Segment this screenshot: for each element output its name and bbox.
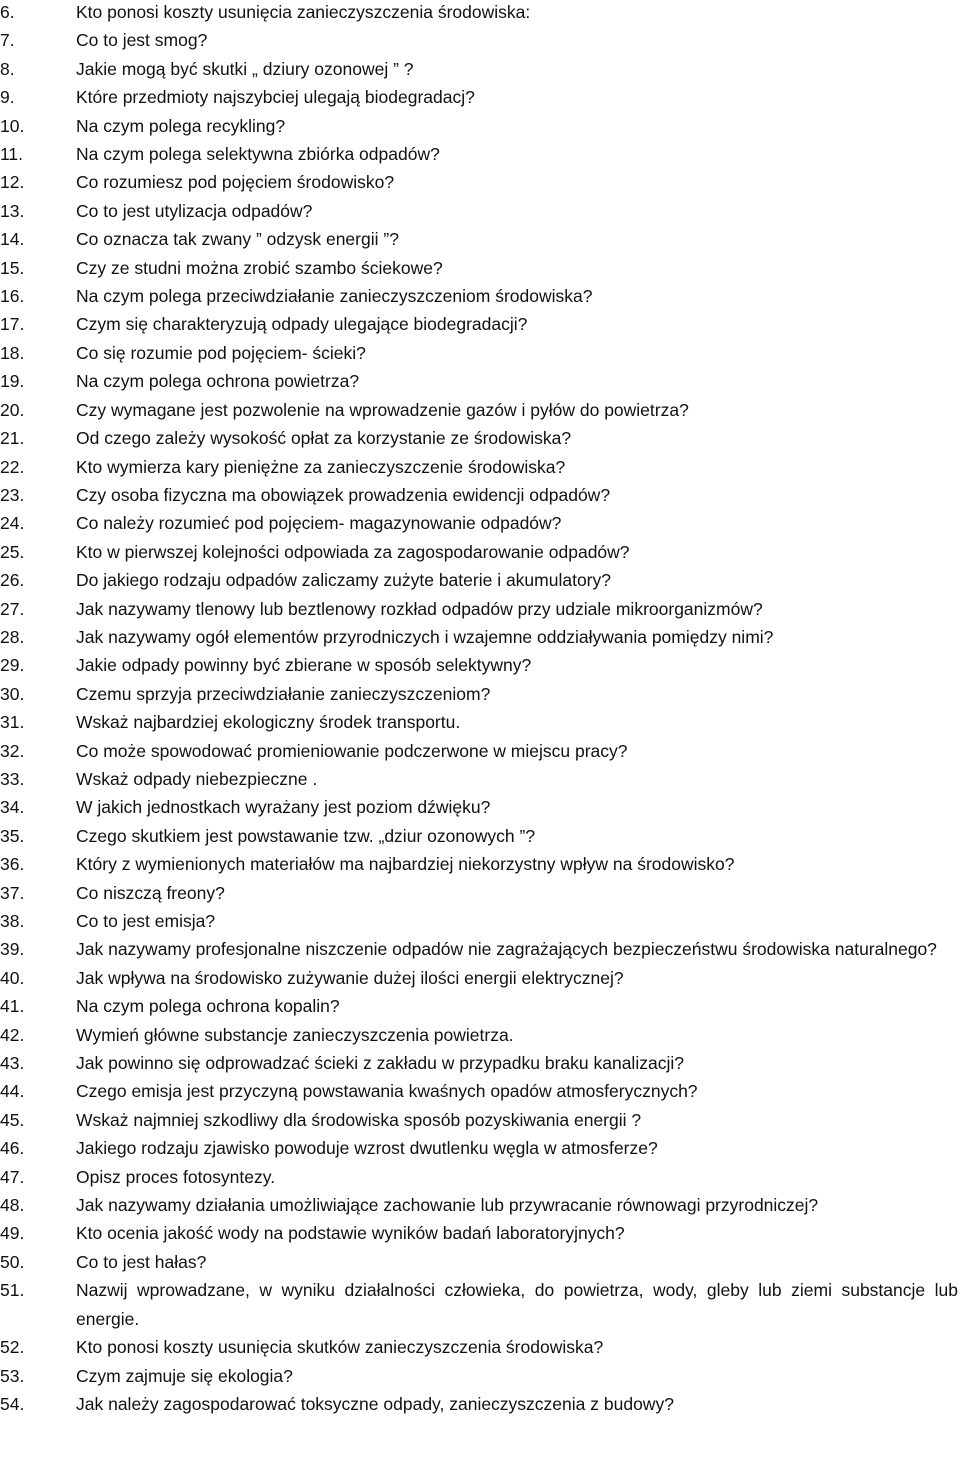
question-item xyxy=(0,1219,960,1247)
question-text: Co się rozumie pod pojęciem- ścieki? xyxy=(76,342,366,363)
question-text: Wskaż najbardziej ekologiczny środek transportu. xyxy=(76,712,461,733)
question-text: Czym się charakteryzują odpady ulegające biodegradacji? xyxy=(76,314,528,335)
question-item xyxy=(0,0,960,26)
question-text: Kto w pierwszej kolejności odpowiada za zagospodarowanie odpadów? xyxy=(76,541,630,562)
question-number: 8. xyxy=(0,58,15,79)
question-text: Wymień główne substancje zanieczyszczenia powietrza. xyxy=(76,1024,514,1045)
question-item xyxy=(0,793,960,821)
question-text: Co może spowodować promieniowanie podczerwone w miejscu pracy? xyxy=(76,740,628,761)
question-item xyxy=(0,509,960,537)
question-number: 42. xyxy=(0,1024,25,1045)
question-item xyxy=(0,1248,960,1276)
question-item xyxy=(0,396,960,424)
question-number: 13. xyxy=(0,200,25,221)
question-text: Jak nazywamy tlenowy lub beztlenowy rozkład odpadów przy udziale mikroorganizmów? xyxy=(76,598,763,619)
question-item xyxy=(0,424,960,452)
question-item xyxy=(0,339,960,367)
question-text: Na czym polega ochrona powietrza? xyxy=(76,371,360,392)
question-text: Czy wymagane jest pozwolenie na wprowadzenie gazów i pyłów do powietrza? xyxy=(76,399,689,420)
question-number: 24. xyxy=(0,513,25,534)
question-text: Co niszczą freony? xyxy=(76,882,225,903)
question-text: Jakiego rodzaju zjawisko powoduje wzrost dwutlenku węgla w atmosferze? xyxy=(76,1138,658,1159)
question-item xyxy=(0,595,960,623)
question-number: 38. xyxy=(0,911,25,931)
question-item xyxy=(0,850,960,878)
question-text: Co rozumiesz pod pojęciem środowisko? xyxy=(76,172,395,193)
question-text: Jak należy zagospodarować toksyczne odpady, zanieczyszczenia z budowy? xyxy=(76,1393,674,1414)
question-text: Opisz proces fotosyntezy. xyxy=(76,1166,276,1187)
question-item xyxy=(0,879,960,907)
question-text: Czy ze studni można zrobić szambo ściekowe? xyxy=(76,257,443,278)
question-number: 35. xyxy=(0,825,25,846)
question-text: Jak powinno się odprowadzać ścieki z zakładu w przypadku braku kanalizacji? xyxy=(76,1053,684,1074)
question-item xyxy=(0,935,960,963)
question-number: 14. xyxy=(0,229,25,250)
question-item xyxy=(0,140,960,168)
question-item xyxy=(0,1362,960,1390)
question-text: Czego skutkiem jest powstawanie tzw. „dziur ozonowych ”? xyxy=(76,825,536,846)
question-number: 51. xyxy=(0,1280,25,1301)
question-item xyxy=(0,225,960,253)
question-number: 29. xyxy=(0,655,25,676)
question-item xyxy=(0,737,960,765)
question-number: 10. xyxy=(0,115,25,136)
question-number: 50. xyxy=(0,1251,25,1272)
question-text: Na czym polega recykling? xyxy=(76,115,286,136)
question-number: 36. xyxy=(0,854,25,875)
question-text: Jakie odpady powinny być zbierane w sposób selektywny? xyxy=(76,655,532,676)
question-number: 43. xyxy=(0,1053,25,1074)
question-number: 30. xyxy=(0,683,25,704)
question-number: 18. xyxy=(0,342,25,363)
question-number: 52. xyxy=(0,1337,25,1358)
question-item xyxy=(0,282,960,310)
question-item xyxy=(0,26,960,54)
question-number: 48. xyxy=(0,1195,25,1216)
question-number: 11. xyxy=(0,144,24,165)
question-text: Co oznacza tak zwany ” odzysk energii ”? xyxy=(76,229,399,250)
question-item xyxy=(0,907,960,935)
question-item xyxy=(0,254,960,282)
question-item xyxy=(0,1390,960,1418)
question-text: Które przedmioty najszybciej ulegają biodegradacj? xyxy=(76,87,475,108)
question-number: 49. xyxy=(0,1223,25,1244)
question-number: 9. xyxy=(0,87,15,108)
question-number: 37. xyxy=(0,882,25,903)
question-number: 16. xyxy=(0,286,25,307)
question-number: 25. xyxy=(0,541,25,562)
question-number: 54. xyxy=(0,1393,25,1414)
question-item xyxy=(0,83,960,111)
question-text: Na czym polega selektywna zbiórka odpadów? xyxy=(76,144,440,165)
question-text: Co to jest smog? xyxy=(76,30,208,51)
question-item xyxy=(0,453,960,481)
question-item xyxy=(0,1333,960,1361)
question-text: Jak nazywamy działania umożliwiające zachowanie lub przywracanie równowagi przyrodniczej? xyxy=(76,1195,819,1216)
question-item xyxy=(0,964,960,992)
question-item xyxy=(0,1077,960,1105)
question-text: Czemu sprzyja przeciwdziałanie zanieczyszczeniom? xyxy=(76,683,491,704)
question-item xyxy=(0,1021,960,1049)
question-text: Czym zajmuje się ekologia? xyxy=(76,1365,293,1386)
question-number: 12. xyxy=(0,172,25,193)
question-text: Co to jest utylizacja odpadów? xyxy=(76,200,313,221)
question-text: W jakich jednostkach wyrażany jest poziom dźwięku? xyxy=(76,797,491,818)
question-number: 44. xyxy=(0,1081,25,1102)
question-item xyxy=(0,765,960,793)
question-number: 33. xyxy=(0,768,25,789)
question-item xyxy=(0,538,960,566)
question-text: Wskaż najmniej szkodliwy dla środowiska sposób pozyskiwania energii ? xyxy=(76,1109,642,1130)
question-item xyxy=(0,481,960,509)
question-number: 6. xyxy=(0,2,15,22)
question-item xyxy=(0,168,960,196)
question-text: Który z wymienionych materiałów ma najbardziej niekorzystny wpływ na środowisko? xyxy=(76,854,735,875)
question-item xyxy=(0,112,960,140)
question-item xyxy=(0,367,960,395)
question-number: 19. xyxy=(0,371,25,392)
question-text: Jak nazywamy ogół elementów przyrodniczych i wzajemne oddziaływania pomiędzy nimi? xyxy=(76,626,774,647)
question-number: 31. xyxy=(0,712,25,733)
question-text: Co należy rozumieć pod pojęciem- magazynowanie odpadów? xyxy=(76,513,562,534)
question-item xyxy=(0,1163,960,1191)
question-text: Kto ocenia jakość wody na podstawie wyników badań laboratoryjnych? xyxy=(76,1223,625,1244)
question-item xyxy=(0,623,960,651)
question-number: 39. xyxy=(0,939,25,960)
question-text: Kto ponosi koszty usunięcia zanieczyszczenia środowiska: xyxy=(76,2,531,22)
question-item xyxy=(0,1191,960,1219)
question-number: 46. xyxy=(0,1138,25,1159)
question-number: 47. xyxy=(0,1166,25,1187)
question-number: 28. xyxy=(0,626,25,647)
question-text: Na czym polega przeciwdziałanie zanieczyszczeniom środowiska? xyxy=(76,286,593,307)
question-number: 40. xyxy=(0,967,25,988)
question-item xyxy=(0,310,960,338)
question-number: 26. xyxy=(0,570,25,591)
question-item xyxy=(0,1134,960,1162)
question-item xyxy=(0,1049,960,1077)
question-number: 34. xyxy=(0,797,25,818)
question-text: Co to jest hałas? xyxy=(76,1251,207,1272)
question-text: Nazwij wprowadzane, w wyniku działalności człowieka, do powietrza, wody, gleby lub ziemi substancje lub energie. xyxy=(76,1280,958,1329)
question-text: Kto wymierza kary pieniężne za zanieczyszczenie środowiska? xyxy=(76,456,566,477)
question-item xyxy=(0,708,960,736)
question-text: Czy osoba fizyczna ma obowiązek prowadzenia ewidencji odpadów? xyxy=(76,484,611,505)
question-text: Wskaż odpady niebezpieczne . xyxy=(76,768,318,789)
question-number: 23. xyxy=(0,484,25,505)
question-number: 22. xyxy=(0,456,25,477)
question-text: Czego emisja jest przyczyną powstawania kwaśnych opadów atmosferycznych? xyxy=(76,1081,698,1102)
question-number: 7. xyxy=(0,30,15,51)
question-number: 41. xyxy=(0,996,25,1017)
question-item xyxy=(0,1276,960,1333)
question-number: 17. xyxy=(0,314,25,335)
question-number: 27. xyxy=(0,598,25,619)
question-item xyxy=(0,197,960,225)
question-item xyxy=(0,992,960,1020)
question-number: 45. xyxy=(0,1109,25,1130)
question-number: 21. xyxy=(0,428,25,449)
question-item xyxy=(0,1106,960,1134)
question-text: Od czego zależy wysokość opłat za korzystanie ze środowiska? xyxy=(76,428,572,449)
question-number: 53. xyxy=(0,1365,25,1386)
question-item xyxy=(0,566,960,594)
question-item xyxy=(0,651,960,679)
question-text: Jakie mogą być skutki „ dziury ozonowej ” ? xyxy=(76,58,414,79)
question-number: 20. xyxy=(0,399,25,420)
question-item xyxy=(0,822,960,850)
question-number: 32. xyxy=(0,740,25,761)
question-text: Kto ponosi koszty usunięcia skutków zanieczyszczenia środowiska? xyxy=(76,1337,604,1358)
question-text: Jak nazywamy profesjonalne niszczenie odpadów nie zagrażających bezpieczeństwu środowiska naturalnego? xyxy=(76,939,937,960)
question-text: Na czym polega ochrona kopalin? xyxy=(76,996,340,1017)
question-text: Jak wpływa na środowisko zużywanie dużej ilości energii elektrycznej? xyxy=(76,967,624,988)
question-text: Co to jest emisja? xyxy=(76,911,216,931)
question-item xyxy=(0,55,960,83)
question-number: 15. xyxy=(0,257,25,278)
question-item xyxy=(0,680,960,708)
question-text: Do jakiego rodzaju odpadów zaliczamy zużyte baterie i akumulatory? xyxy=(76,570,611,591)
